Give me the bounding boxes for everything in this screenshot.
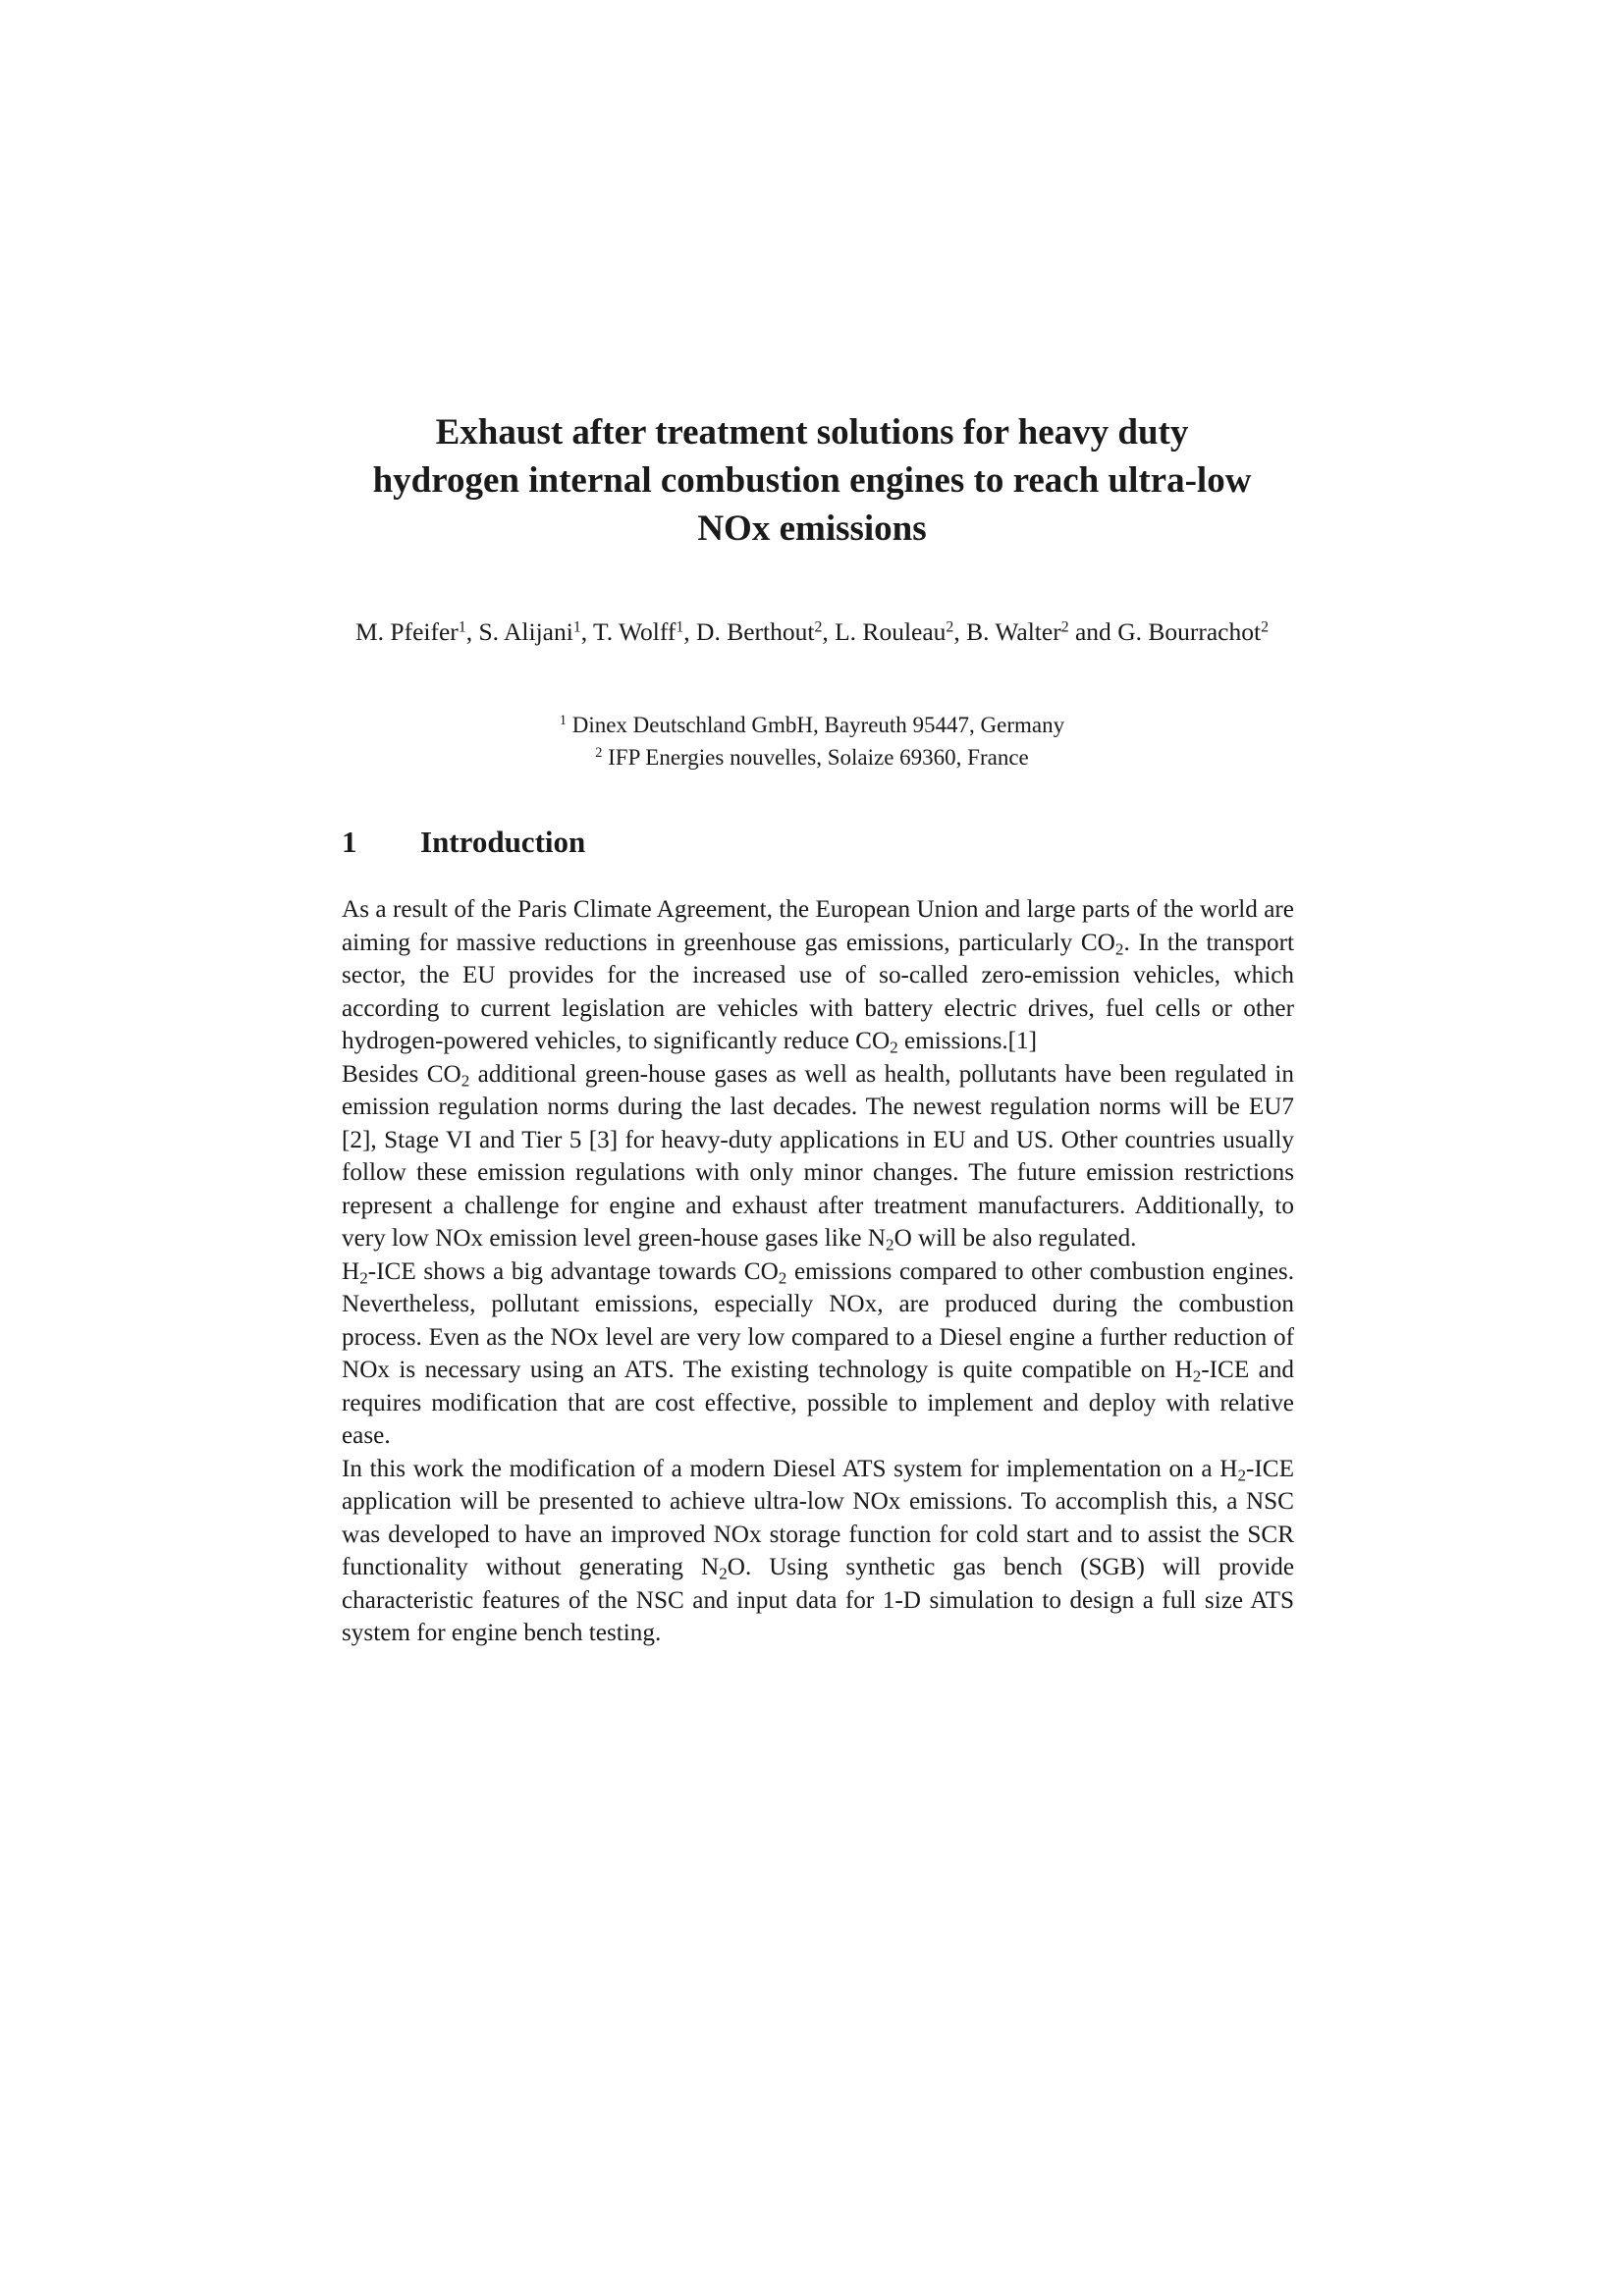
title-line: Exhaust after treatment solutions for heavy duty [435, 412, 1189, 453]
subscript: 2 [886, 1235, 894, 1255]
subscript: 2 [719, 1564, 728, 1583]
author-name: G. Bourrachot [1117, 617, 1262, 646]
author-affiliation-mark: 1 [676, 618, 684, 636]
author-name: T. Wolff [593, 617, 677, 646]
author-separator: , [683, 617, 697, 646]
affiliation-text: IFP Energies nouvelles, Solaize 69360, France [602, 745, 1029, 770]
author-separator: and [1068, 617, 1118, 646]
author-affiliation-mark: 2 [1060, 618, 1069, 636]
affiliation [295, 709, 1329, 741]
paragraph: Besides $CO_2$ additional green-house gases as well as health, pollutants have been regulated in emission regulation norms during the last decades. The newest regulation norms will be EU7 [2], Stage VI and Tier 5 [3] for heavy-duty applications in EU and US. Other countries usually follow these emission regulations with only minor changes. The future emission restrictions represent a challenge for engine and exhaust after treatment manufacturers. Additionally, to very low NOx emission level green-house gases like $N_2O$ will be also regulated. [342, 1060, 1294, 1255]
subscript: 2 [890, 1038, 898, 1057]
subscript: 2 [1192, 1366, 1202, 1386]
affiliation [295, 741, 1329, 774]
paper-title [295, 408, 1329, 553]
section-number: 1 [342, 825, 357, 859]
author-separator: , [953, 617, 967, 646]
section-heading [342, 823, 585, 862]
subscript: 2 [460, 1070, 470, 1090]
author-affiliation-mark: 2 [946, 618, 954, 636]
author-affiliation-mark: 1 [572, 618, 581, 636]
author-separator: , [580, 617, 594, 646]
paragraph: As a result of the Paris Climate Agreement, the European Union and large parts of the world are aiming for massive reductions in greenhouse gas emissions, particularly $CO_2$. In the transport sector, the EU provides for the increased use of so-called zero-emission vehicles, which according to current legislation are vehicles with battery electric drives, fuel cells or other hydrogen-powered vehicles, to significantly reduce $CO_2$ emissions.[1] [342, 896, 1294, 1057]
title-line: hydrogen internal combustion engines to reach ultra-low [372, 460, 1252, 501]
author-affiliation-mark: 2 [1261, 618, 1269, 636]
author-affiliation-mark: 2 [814, 618, 823, 636]
author-list [295, 616, 1329, 648]
paragraph: $H_2$-ICE shows a big advantage towards $CO_2$ emissions compared to other combustion engines. Nevertheless, pollutant emissions, especially NOx, are produced during the combustion process. Even as the NOx level are very low compared to a Diesel engine a further reduction of NOx is necessary using an ATS. The existing technology is quite compatible on $H_2$-ICE and requires modification that are cost effective, possible to implement and deploy with relative ease. [342, 1257, 1295, 1449]
affiliation-number: 1 [559, 713, 567, 729]
author-separator: , [822, 617, 836, 646]
author-name: M. Pfeifer [355, 617, 459, 646]
introduction-body [342, 893, 1294, 1650]
affiliation-number: 2 [595, 745, 603, 762]
author-separator: , [465, 617, 479, 646]
affiliation-text: Dinex Deutschland GmbH, Bayreuth 95447, Germany [566, 713, 1065, 737]
paragraph: In this work the modification of a modern Diesel ATS system for implementation on a $H_2$-ICE application will be presented to achieve ultra-low NOx emissions. To accomplish this, a NSC was developed to have an improved NOx storage function for cold start and to assist the SCR functionality without generating $N_2O$. Using synthetic gas bench (SGB) will provide characteristic features of the NSC and input data for 1-D simulation to design a full size ATS system for engine bench testing. [342, 1455, 1295, 1646]
author-name: L. Rouleau [835, 617, 947, 646]
subscript: 2 [1237, 1465, 1247, 1484]
author-name: D. Berthout [696, 617, 815, 646]
affiliation-list [295, 709, 1329, 774]
author-name: S. Alijani [478, 617, 573, 646]
author-affiliation-mark: 1 [458, 618, 466, 636]
author-name: B. Walter [966, 617, 1061, 646]
subscript: 2 [778, 1267, 787, 1287]
title-line: NOx emissions [697, 508, 927, 549]
subscript: 2 [1114, 938, 1124, 958]
subscript: 2 [359, 1267, 368, 1287]
section-title: Introduction [420, 825, 586, 859]
